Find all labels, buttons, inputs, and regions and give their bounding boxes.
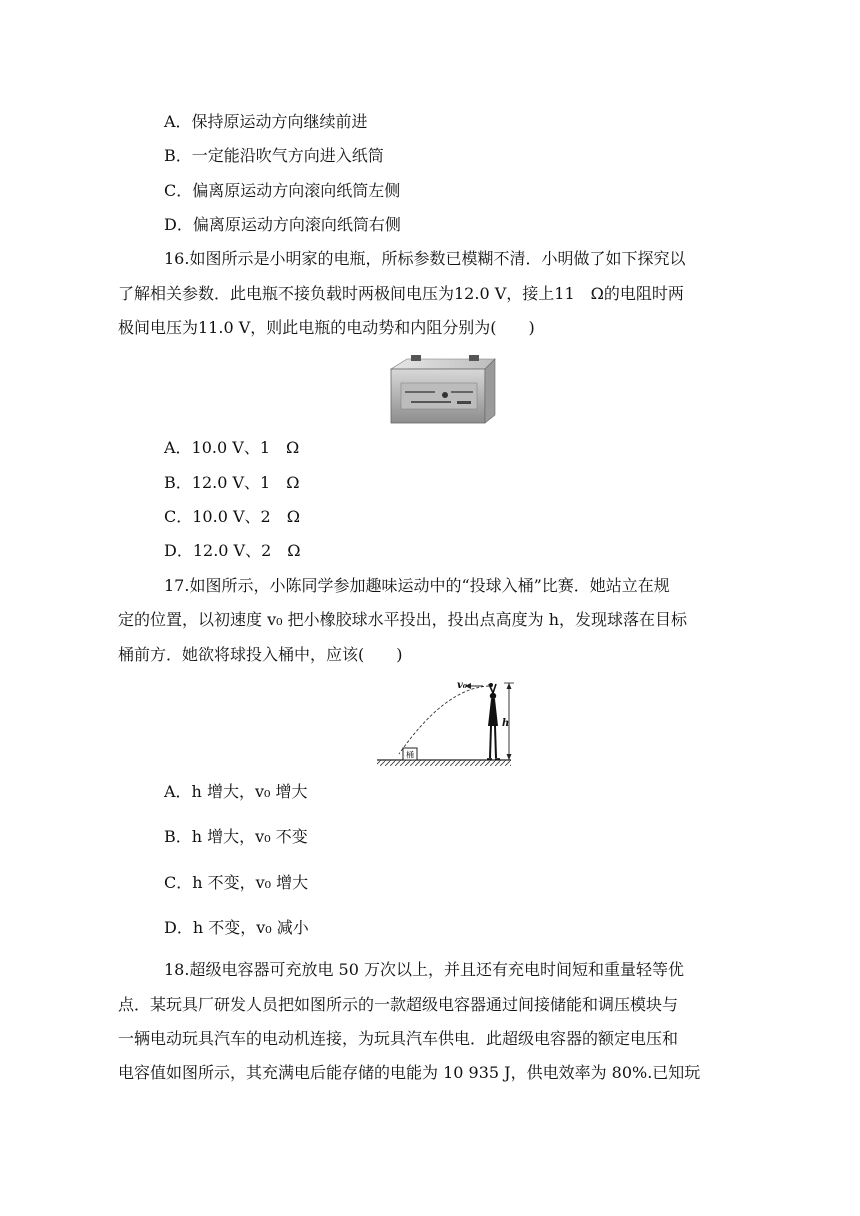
q17-option-a: A．h 增大，v₀ 增大 bbox=[164, 782, 308, 801]
q18-stem-line-4: 电容值如图所示，其充满电后能存储的电能为 10 935 J，供电效率为 80%.已知玩 bbox=[118, 1063, 701, 1082]
h-label: h bbox=[502, 718, 510, 729]
q15-option-a: A．保持原运动方向继续前进 bbox=[164, 112, 368, 131]
q16-option-b: B．12.0 V、1 Ω bbox=[164, 473, 300, 492]
q17-option-c: C．h 不变，v₀ 增大 bbox=[164, 873, 309, 892]
q17-stem-line-3: 桶前方．她欲将球投入桶中，应该( ) bbox=[118, 645, 403, 664]
v0-label: v₀ bbox=[457, 680, 468, 691]
q16-option-d: D．12.0 V、2 Ω bbox=[164, 541, 301, 560]
q16-option-c: C．10.0 V、2 Ω bbox=[164, 507, 300, 526]
q15-option-d: D．偏离原运动方向滚向纸筒右侧 bbox=[164, 215, 401, 234]
q18-stem-line-2: 点．某玩具厂研发人员把如图所示的一款超级电容器通过间接储能和调压模块与 bbox=[118, 995, 679, 1014]
q16-stem-line-2: 了解相关参数．此电瓶不接负载时两极间电压为12.0 V，接上11 Ω的电阻时两 bbox=[118, 284, 684, 303]
throw-figure bbox=[375, 676, 515, 771]
q15-option-b: B．一定能沿吹气方向进入纸筒 bbox=[164, 146, 384, 165]
q17-option-b: B．h 增大，v₀ 不变 bbox=[164, 827, 308, 846]
q18-stem-line-3: 一辆电动玩具汽车的电动机连接，为玩具汽车供电．此超级电容器的额定电压和 bbox=[118, 1029, 679, 1048]
q18-stem-line-1: 18.超级电容器可充放电 50 万次以上，并且还有充电时间短和重量轻等优 bbox=[164, 960, 684, 979]
q17-option-d: D．h 不变，v₀ 减小 bbox=[164, 918, 309, 937]
battery-photo bbox=[385, 355, 502, 427]
q15-option-c: C．偏离原运动方向滚向纸筒左侧 bbox=[164, 181, 401, 200]
q16-stem-line-1: 16.如图所示是小明家的电瓶，所标参数已模糊不清．小明做了如下探究以 bbox=[164, 249, 686, 268]
q16-option-a: A．10.0 V、1 Ω bbox=[164, 438, 300, 457]
q17-stem-line-2: 定的位置，以初速度 v₀ 把小橡胶球水平投出，投出点高度为 h，发现球落在目标 bbox=[118, 610, 688, 629]
q17-stem-line-1: 17.如图所示，小陈同学参加趣味运动中的“投球入桶”比赛．她站立在规 bbox=[164, 576, 670, 595]
q16-stem-line-3: 极间电压为11.0 V，则此电瓶的电动势和内阻分别为( ) bbox=[118, 318, 535, 337]
bucket-label: 桶 bbox=[406, 750, 414, 760]
